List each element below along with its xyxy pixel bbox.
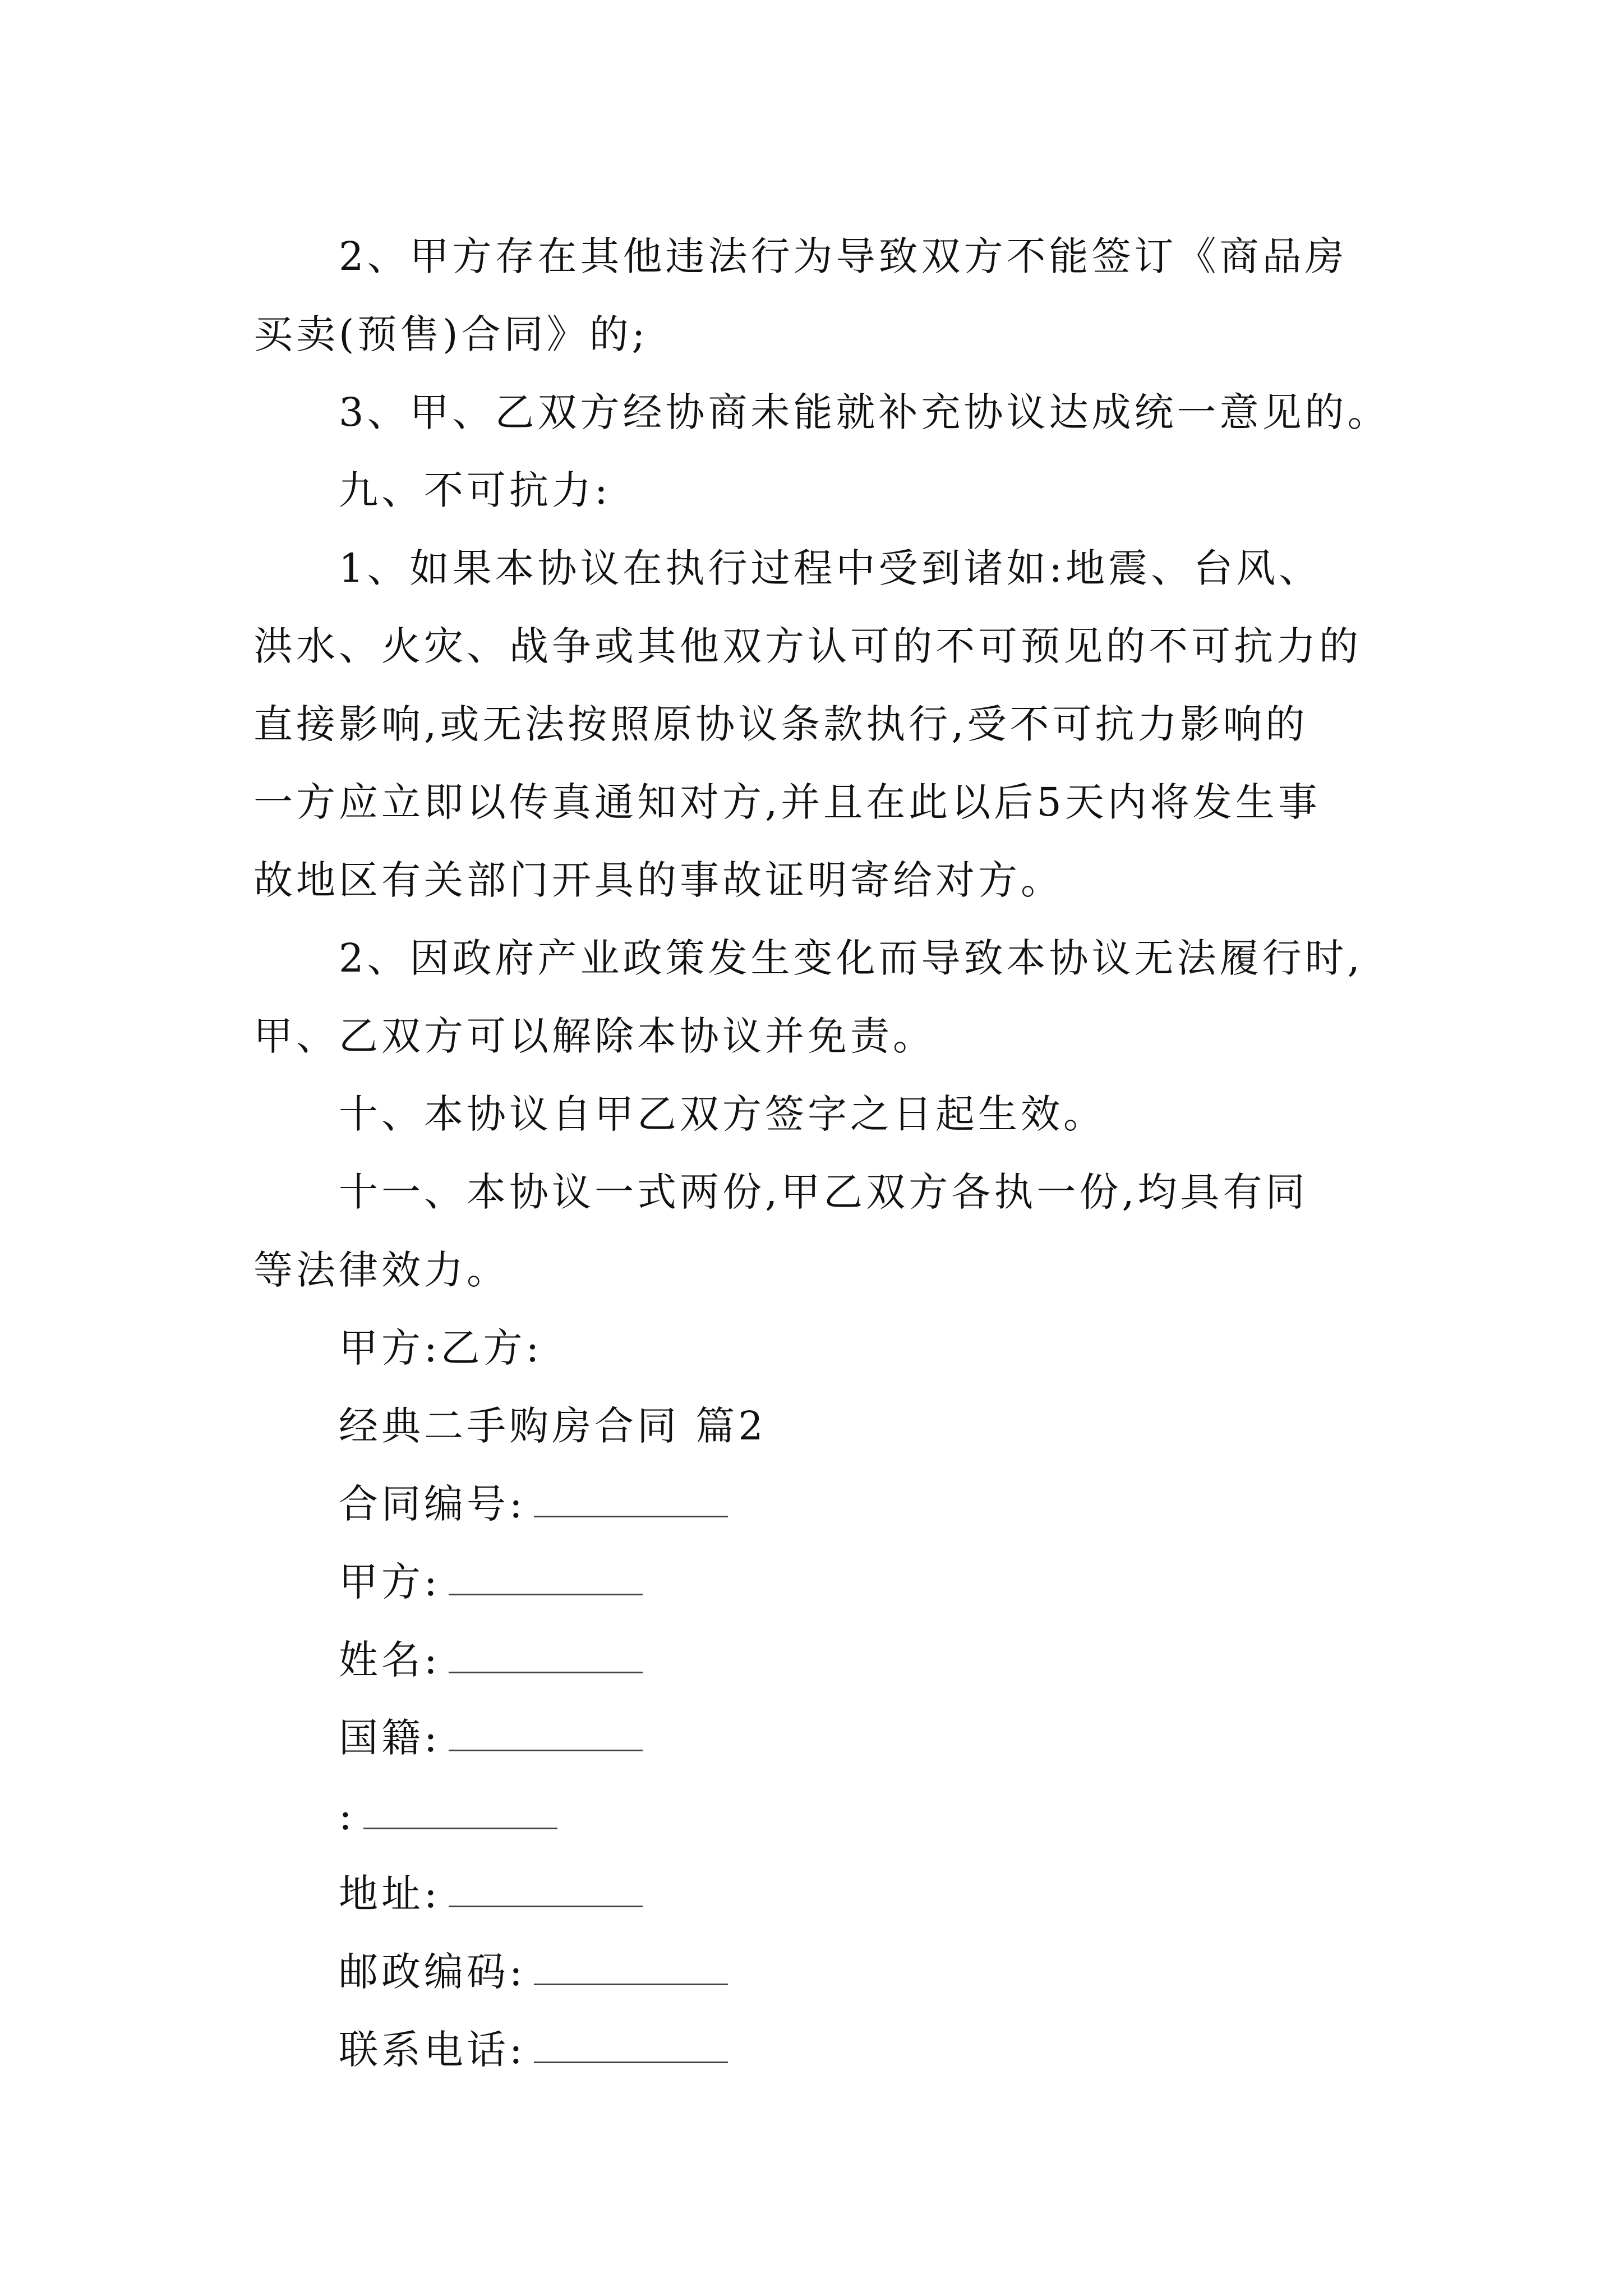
field-label: 姓名: bbox=[339, 1637, 441, 1683]
paragraph-line: 直接影响,或无法按照原协议条款执行,受不可抗力影响的 bbox=[253, 701, 1308, 747]
paragraph-line: 等法律效力。 bbox=[253, 1247, 509, 1293]
form-field-party-a bbox=[253, 1543, 1414, 1621]
form-field-postal-code bbox=[253, 1933, 1414, 2011]
form-field-phone bbox=[253, 2011, 1414, 2089]
field-label: 邮政编码: bbox=[339, 1949, 526, 1995]
fill-in-blank bbox=[449, 1560, 643, 1595]
form-field-contract-number bbox=[253, 1465, 1414, 1543]
fill-in-blank bbox=[534, 1950, 728, 1985]
fill-in-blank bbox=[534, 2028, 728, 2063]
paragraph-line: 2、因政府产业政策发生变化而导致本协议无法履行时, bbox=[339, 935, 1363, 981]
signature-line: 甲方:乙方: bbox=[339, 1325, 543, 1371]
paragraph-line: 一方应立即以传真通知对方,并且在此以后5天内将发生事 bbox=[253, 779, 1321, 825]
field-label: : bbox=[339, 1793, 356, 1839]
form-field-name bbox=[253, 1621, 1414, 1699]
form-field-unlabeled bbox=[253, 1777, 1414, 1855]
field-label: 合同编号: bbox=[339, 1481, 526, 1527]
paragraph-line: 买卖(预售)合同》的; bbox=[253, 311, 649, 357]
contract-title: 经典二手购房合同 篇2 bbox=[339, 1403, 767, 1449]
paragraph-line: 洪水、火灾、战争或其他双方认可的不可预见的不可抗力的 bbox=[253, 623, 1362, 669]
section-heading: 九、不可抗力: bbox=[339, 467, 611, 513]
paragraph-line: 甲、乙双方可以解除本协议并免责。 bbox=[253, 1013, 935, 1059]
fill-in-blank bbox=[534, 1482, 728, 1517]
document-body bbox=[253, 218, 1414, 2089]
fill-in-blank bbox=[449, 1638, 643, 1673]
fill-in-blank bbox=[449, 1716, 643, 1751]
paragraph-line: 十、本协议自甲乙双方签字之日起生效。 bbox=[339, 1091, 1106, 1137]
paragraph-line: 故地区有关部门开具的事故证明寄给对方。 bbox=[253, 857, 1063, 903]
fill-in-blank bbox=[363, 1794, 557, 1829]
field-label: 联系电话: bbox=[339, 2027, 526, 2073]
field-label: 地址: bbox=[339, 1871, 441, 1917]
fill-in-blank bbox=[449, 1872, 643, 1907]
field-label: 国籍: bbox=[339, 1715, 441, 1761]
paragraph-line: 1、如果本协议在执行过程中受到诸如:地震、台风、 bbox=[339, 545, 1322, 591]
paragraph-line: 3、甲、乙双方经协商未能就补充协议达成统一意见的。 bbox=[339, 389, 1390, 435]
field-label: 甲方: bbox=[339, 1559, 441, 1605]
paragraph-line: 十一、本协议一式两份,甲乙双方各执一份,均具有同 bbox=[339, 1169, 1308, 1215]
form-field-address bbox=[253, 1855, 1414, 1933]
form-field-nationality bbox=[253, 1699, 1414, 1777]
paragraph-line: 2、甲方存在其他违法行为导致双方不能签订《商品房 bbox=[339, 233, 1348, 279]
